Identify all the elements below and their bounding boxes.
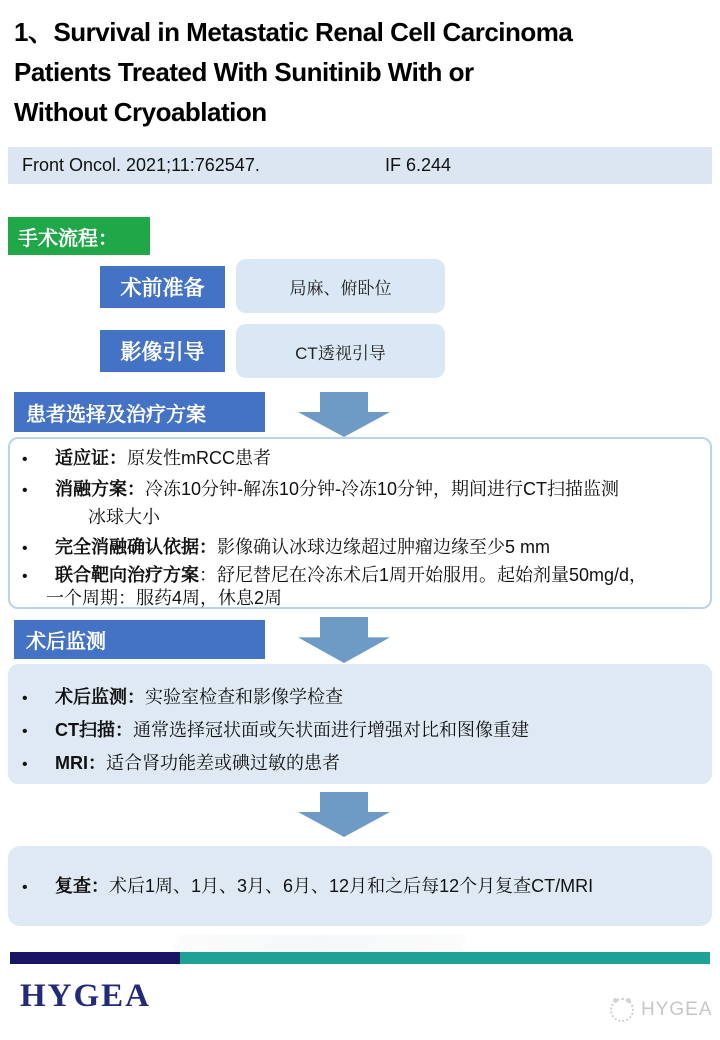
bullet-marker: •: [22, 482, 28, 499]
impact-factor: IF 6.244: [385, 155, 452, 175]
bullet-label: 联合靶向治疗方案: [55, 565, 199, 585]
step-value-imaging: CT透视引导: [236, 324, 445, 378]
bullet-label: 完全消融确认依据：: [55, 537, 217, 557]
title-line-3: Without Cryoablation: [14, 97, 267, 127]
bullet-label: 术后监测：: [55, 687, 145, 707]
bullet-text: 实验室检查和影像学检查: [145, 687, 343, 707]
citation-journal: Front Oncol. 2021;11:762547.: [22, 155, 260, 175]
page-title: [14, 12, 716, 132]
bullet-marker: •: [22, 451, 28, 468]
bullet-label: 消融方案：: [55, 479, 145, 499]
bullet-text: 通常选择冠状面或矢状面进行增强对比和图像重建: [133, 720, 529, 740]
bullet-marker: •: [22, 540, 28, 557]
footer-bar-teal: [180, 952, 710, 964]
bullet-line: [22, 535, 550, 561]
footer-ghost-watermark: [172, 935, 469, 952]
bullet-marker: •: [22, 723, 28, 740]
bullet-text: 冰球大小: [88, 507, 160, 527]
surgical-procedure-badge: 手术流程：: [8, 217, 150, 255]
hygea-logo: HYGEA: [20, 978, 152, 1014]
down-arrow-icon: [298, 617, 390, 663]
bullet-text: 原发性mRCC患者: [127, 448, 271, 468]
bullet-text: 适合肾功能差或碘过敏的患者: [106, 753, 340, 773]
section-header-patient-selection: 患者选择及治疗方案: [14, 392, 265, 432]
bullet-text: 一个周期：服药4周，休息2周: [46, 588, 283, 608]
bullet-text: 冷冻10分钟-解冻10分钟-冷冻10分钟，期间进行CT扫描监测: [145, 479, 620, 499]
bullet-label: 复查：: [55, 876, 109, 896]
bullet-line: [22, 718, 529, 744]
bullet-marker: •: [22, 879, 28, 896]
bullet-label: 适应证：: [55, 448, 127, 468]
step-label-imaging: 影像引导: [100, 330, 225, 372]
bullet-text: 影像确认冰球边缘超过肿瘤边缘至少5 mm: [217, 537, 550, 557]
title-line-2: Patients Treated With Sunitinib With or: [14, 57, 474, 87]
bullet-label: CT扫描：: [55, 720, 133, 740]
bullet-marker: •: [22, 568, 28, 585]
bullet-continuation: [46, 586, 282, 610]
watermark: [610, 998, 713, 1022]
bullet-marker: •: [22, 756, 28, 773]
citation-bar: [8, 147, 712, 184]
bullet-line: [22, 685, 343, 711]
footer-bar-navy: [10, 952, 180, 964]
watermark-text: HYGEA: [641, 999, 713, 1020]
bullet-line: [22, 446, 271, 472]
bullet-marker: •: [22, 690, 28, 707]
title-line-1: 1、Survival in Metastatic Renal Cell Carcinoma: [14, 17, 573, 47]
step-label-preop: 术前准备: [100, 266, 225, 308]
bullet-line: [22, 751, 340, 777]
bullet-text: 术后1周、1月、3月、6月、12月和之后每12个月复查CT/MRI: [109, 876, 594, 896]
down-arrow-icon: [298, 792, 390, 837]
section-header-postop-monitoring: 术后监测: [14, 620, 265, 659]
bullet-label: MRI：: [55, 753, 106, 773]
step-value-preop: 局麻、俯卧位: [236, 259, 445, 313]
bullet-line: [22, 477, 619, 503]
bullet-continuation: [88, 505, 160, 529]
hygea-watermark-icon: [610, 998, 634, 1022]
bullet-text: ：舒尼替尼在冷冻术后1周开始服用。起始剂量50mg/d，: [199, 565, 648, 585]
bullet-line: [22, 874, 593, 900]
down-arrow-icon: [298, 392, 390, 437]
